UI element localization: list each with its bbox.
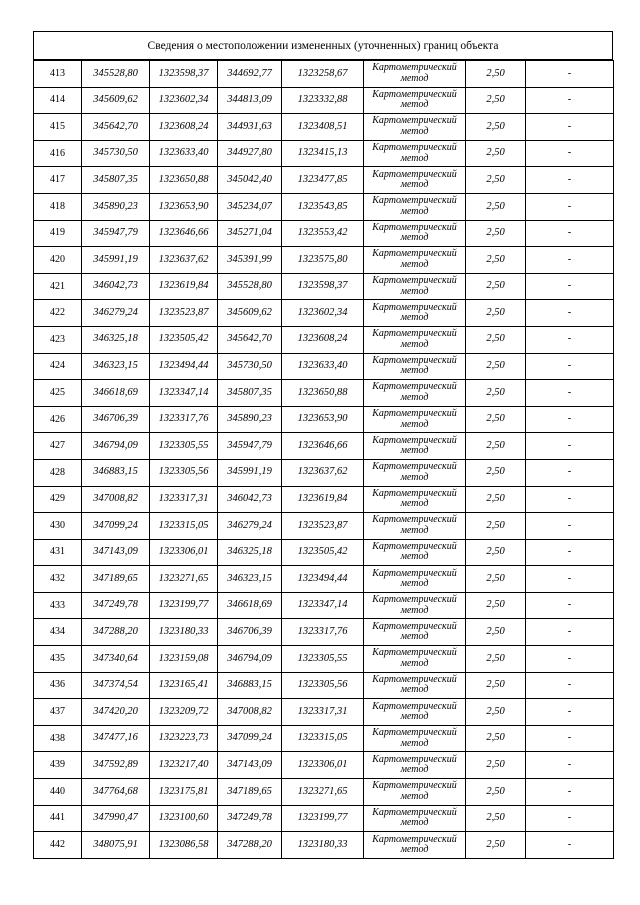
accuracy-cell: 2,50 (466, 167, 526, 194)
accuracy-cell: 2,50 (466, 592, 526, 619)
method-cell: Картометрический метод (364, 433, 466, 460)
accuracy-cell: 2,50 (466, 725, 526, 752)
refined-y-cell: 1323633,40 (282, 353, 364, 380)
refined-x-cell: 347143,09 (218, 752, 282, 779)
method-cell: Картометрический метод (364, 326, 466, 353)
existing-y-cell: 1323505,42 (150, 326, 218, 353)
note-cell: - (526, 459, 614, 486)
table-row (34, 433, 614, 460)
table-row (34, 140, 614, 167)
accuracy-cell: 2,50 (466, 326, 526, 353)
note-cell: - (526, 566, 614, 593)
existing-x-cell: 345730,50 (82, 140, 150, 167)
note-cell: - (526, 699, 614, 726)
existing-x-cell: 347008,82 (82, 486, 150, 513)
existing-x-cell: 346706,39 (82, 406, 150, 433)
refined-x-cell: 346323,15 (218, 566, 282, 593)
refined-x-cell: 344927,80 (218, 140, 282, 167)
note-cell: - (526, 114, 614, 141)
refined-x-cell: 346325,18 (218, 539, 282, 566)
existing-x-cell: 347249,78 (82, 592, 150, 619)
accuracy-cell: 2,50 (466, 380, 526, 407)
existing-x-cell: 347420,20 (82, 699, 150, 726)
accuracy-cell: 2,50 (466, 459, 526, 486)
accuracy-cell: 2,50 (466, 353, 526, 380)
accuracy-cell: 2,50 (466, 779, 526, 806)
method-cell: Картометрический метод (364, 779, 466, 806)
method-cell: Картометрический метод (364, 273, 466, 300)
table-row (34, 273, 614, 300)
refined-x-cell: 346042,73 (218, 486, 282, 513)
method-cell: Картометрический метод (364, 406, 466, 433)
table-row (34, 513, 614, 540)
note-cell: - (526, 353, 614, 380)
method-cell: Картометрический метод (364, 539, 466, 566)
method-cell: Картометрический метод (364, 832, 466, 859)
existing-y-cell: 1323317,76 (150, 406, 218, 433)
existing-x-cell: 346794,09 (82, 433, 150, 460)
method-cell: Картометрический метод (364, 752, 466, 779)
refined-y-cell: 1323602,34 (282, 300, 364, 327)
coordinates-table (33, 60, 614, 859)
refined-x-cell: 345807,35 (218, 380, 282, 407)
existing-x-cell: 345890,23 (82, 193, 150, 220)
note-cell: - (526, 167, 614, 194)
existing-x-cell: 345528,80 (82, 61, 150, 88)
refined-y-cell: 1323408,51 (282, 114, 364, 141)
point-number-cell: 423 (34, 326, 82, 353)
refined-y-cell: 1323494,44 (282, 566, 364, 593)
accuracy-cell: 2,50 (466, 406, 526, 433)
table-row (34, 566, 614, 593)
existing-x-cell: 346323,15 (82, 353, 150, 380)
refined-y-cell: 1323305,56 (282, 672, 364, 699)
existing-x-cell: 347189,65 (82, 566, 150, 593)
table-row (34, 725, 614, 752)
method-cell: Картометрический метод (364, 87, 466, 114)
accuracy-cell: 2,50 (466, 566, 526, 593)
accuracy-cell: 2,50 (466, 646, 526, 673)
table-row (34, 486, 614, 513)
existing-y-cell: 1323217,40 (150, 752, 218, 779)
refined-x-cell: 345890,23 (218, 406, 282, 433)
table-row (34, 752, 614, 779)
existing-y-cell: 1323653,90 (150, 193, 218, 220)
existing-x-cell: 346618,69 (82, 380, 150, 407)
existing-y-cell: 1323271,65 (150, 566, 218, 593)
refined-y-cell: 1323575,80 (282, 247, 364, 274)
refined-y-cell: 1323347,14 (282, 592, 364, 619)
point-number-cell: 424 (34, 353, 82, 380)
existing-x-cell: 345807,35 (82, 167, 150, 194)
table-row (34, 87, 614, 114)
refined-x-cell: 344813,09 (218, 87, 282, 114)
point-number-cell: 430 (34, 513, 82, 540)
method-cell: Картометрический метод (364, 592, 466, 619)
existing-x-cell: 347990,47 (82, 805, 150, 832)
accuracy-cell: 2,50 (466, 247, 526, 274)
existing-y-cell: 1323180,33 (150, 619, 218, 646)
existing-x-cell: 347592,89 (82, 752, 150, 779)
existing-x-cell: 345642,70 (82, 114, 150, 141)
accuracy-cell: 2,50 (466, 433, 526, 460)
note-cell: - (526, 486, 614, 513)
existing-x-cell: 346325,18 (82, 326, 150, 353)
table-row (34, 672, 614, 699)
refined-x-cell: 345642,70 (218, 326, 282, 353)
refined-y-cell: 1323271,65 (282, 779, 364, 806)
existing-y-cell: 1323306,01 (150, 539, 218, 566)
point-number-cell: 422 (34, 300, 82, 327)
refined-x-cell: 345947,79 (218, 433, 282, 460)
refined-y-cell: 1323180,33 (282, 832, 364, 859)
accuracy-cell: 2,50 (466, 140, 526, 167)
accuracy-cell: 2,50 (466, 300, 526, 327)
existing-y-cell: 1323305,55 (150, 433, 218, 460)
accuracy-cell: 2,50 (466, 539, 526, 566)
point-number-cell: 418 (34, 193, 82, 220)
refined-x-cell: 345042,40 (218, 167, 282, 194)
existing-y-cell: 1323315,05 (150, 513, 218, 540)
existing-y-cell: 1323175,81 (150, 779, 218, 806)
method-cell: Картометрический метод (364, 220, 466, 247)
existing-y-cell: 1323317,31 (150, 486, 218, 513)
point-number-cell: 437 (34, 699, 82, 726)
method-cell: Картометрический метод (364, 646, 466, 673)
point-number-cell: 420 (34, 247, 82, 274)
accuracy-cell: 2,50 (466, 832, 526, 859)
refined-y-cell: 1323598,37 (282, 273, 364, 300)
existing-y-cell: 1323086,58 (150, 832, 218, 859)
table-row (34, 592, 614, 619)
point-number-cell: 442 (34, 832, 82, 859)
method-cell: Картометрический метод (364, 486, 466, 513)
existing-x-cell: 347477,16 (82, 725, 150, 752)
note-cell: - (526, 140, 614, 167)
note-cell: - (526, 406, 614, 433)
existing-x-cell: 346042,73 (82, 273, 150, 300)
note-cell: - (526, 805, 614, 832)
existing-x-cell: 345609,62 (82, 87, 150, 114)
table-row (34, 220, 614, 247)
note-cell: - (526, 433, 614, 460)
refined-x-cell: 347288,20 (218, 832, 282, 859)
note-cell: - (526, 646, 614, 673)
existing-y-cell: 1323633,40 (150, 140, 218, 167)
refined-y-cell: 1323553,42 (282, 220, 364, 247)
refined-x-cell: 345991,19 (218, 459, 282, 486)
accuracy-cell: 2,50 (466, 699, 526, 726)
refined-y-cell: 1323258,67 (282, 61, 364, 88)
method-cell: Картометрический метод (364, 805, 466, 832)
refined-y-cell: 1323646,66 (282, 433, 364, 460)
coordinates-sheet (33, 31, 613, 859)
table-row (34, 459, 614, 486)
refined-x-cell: 345271,04 (218, 220, 282, 247)
refined-x-cell: 344692,77 (218, 61, 282, 88)
refined-y-cell: 1323317,31 (282, 699, 364, 726)
table-row (34, 353, 614, 380)
note-cell: - (526, 220, 614, 247)
table-row (34, 832, 614, 859)
note-cell: - (526, 672, 614, 699)
existing-y-cell: 1323100,60 (150, 805, 218, 832)
accuracy-cell: 2,50 (466, 273, 526, 300)
point-number-cell: 439 (34, 752, 82, 779)
note-cell: - (526, 61, 614, 88)
table-row (34, 61, 614, 88)
refined-x-cell: 347249,78 (218, 805, 282, 832)
accuracy-cell: 2,50 (466, 513, 526, 540)
refined-y-cell: 1323619,84 (282, 486, 364, 513)
point-number-cell: 413 (34, 61, 82, 88)
method-cell: Картометрический метод (364, 193, 466, 220)
note-cell: - (526, 193, 614, 220)
refined-x-cell: 346279,24 (218, 513, 282, 540)
existing-x-cell: 345947,79 (82, 220, 150, 247)
refined-x-cell: 346618,69 (218, 592, 282, 619)
accuracy-cell: 2,50 (466, 61, 526, 88)
point-number-cell: 436 (34, 672, 82, 699)
existing-y-cell: 1323619,84 (150, 273, 218, 300)
point-number-cell: 416 (34, 140, 82, 167)
point-number-cell: 421 (34, 273, 82, 300)
point-number-cell: 428 (34, 459, 82, 486)
accuracy-cell: 2,50 (466, 486, 526, 513)
existing-x-cell: 347374,54 (82, 672, 150, 699)
table-row (34, 247, 614, 274)
existing-x-cell: 347764,68 (82, 779, 150, 806)
method-cell: Картометрический метод (364, 699, 466, 726)
method-cell: Картометрический метод (364, 566, 466, 593)
point-number-cell: 438 (34, 725, 82, 752)
accuracy-cell: 2,50 (466, 619, 526, 646)
point-number-cell: 425 (34, 380, 82, 407)
point-number-cell: 427 (34, 433, 82, 460)
refined-y-cell: 1323608,24 (282, 326, 364, 353)
refined-y-cell: 1323653,90 (282, 406, 364, 433)
note-cell: - (526, 725, 614, 752)
existing-y-cell: 1323650,88 (150, 167, 218, 194)
existing-x-cell: 346279,24 (82, 300, 150, 327)
point-number-cell: 417 (34, 167, 82, 194)
accuracy-cell: 2,50 (466, 114, 526, 141)
note-cell: - (526, 779, 614, 806)
refined-x-cell: 346706,39 (218, 619, 282, 646)
refined-y-cell: 1323543,85 (282, 193, 364, 220)
refined-y-cell: 1323305,55 (282, 646, 364, 673)
accuracy-cell: 2,50 (466, 752, 526, 779)
method-cell: Картометрический метод (364, 167, 466, 194)
refined-x-cell: 345234,07 (218, 193, 282, 220)
existing-x-cell: 347340,64 (82, 646, 150, 673)
existing-y-cell: 1323159,08 (150, 646, 218, 673)
table-row (34, 539, 614, 566)
refined-x-cell: 347008,82 (218, 699, 282, 726)
existing-y-cell: 1323494,44 (150, 353, 218, 380)
existing-y-cell: 1323608,24 (150, 114, 218, 141)
accuracy-cell: 2,50 (466, 805, 526, 832)
accuracy-cell: 2,50 (466, 193, 526, 220)
refined-y-cell: 1323477,85 (282, 167, 364, 194)
existing-y-cell: 1323165,41 (150, 672, 218, 699)
method-cell: Картометрический метод (364, 300, 466, 327)
table-row (34, 779, 614, 806)
table-row (34, 699, 614, 726)
point-number-cell: 435 (34, 646, 82, 673)
existing-x-cell: 347143,09 (82, 539, 150, 566)
table-row (34, 300, 614, 327)
note-cell: - (526, 539, 614, 566)
point-number-cell: 433 (34, 592, 82, 619)
method-cell: Картометрический метод (364, 672, 466, 699)
existing-x-cell: 347288,20 (82, 619, 150, 646)
accuracy-cell: 2,50 (466, 87, 526, 114)
point-number-cell: 426 (34, 406, 82, 433)
point-number-cell: 434 (34, 619, 82, 646)
refined-y-cell: 1323315,05 (282, 725, 364, 752)
table-row (34, 114, 614, 141)
refined-x-cell: 345391,99 (218, 247, 282, 274)
existing-y-cell: 1323598,37 (150, 61, 218, 88)
table-row (34, 619, 614, 646)
table-row (34, 326, 614, 353)
existing-y-cell: 1323199,77 (150, 592, 218, 619)
refined-y-cell: 1323523,87 (282, 513, 364, 540)
refined-y-cell: 1323505,42 (282, 539, 364, 566)
existing-x-cell: 345991,19 (82, 247, 150, 274)
existing-y-cell: 1323602,34 (150, 87, 218, 114)
note-cell: - (526, 513, 614, 540)
refined-y-cell: 1323650,88 (282, 380, 364, 407)
method-cell: Картометрический метод (364, 247, 466, 274)
note-cell: - (526, 273, 614, 300)
point-number-cell: 440 (34, 779, 82, 806)
table-row (34, 646, 614, 673)
refined-y-cell: 1323332,88 (282, 87, 364, 114)
method-cell: Картометрический метод (364, 353, 466, 380)
existing-y-cell: 1323347,14 (150, 380, 218, 407)
refined-x-cell: 347189,65 (218, 779, 282, 806)
note-cell: - (526, 592, 614, 619)
table-row (34, 193, 614, 220)
table-row (34, 380, 614, 407)
method-cell: Картометрический метод (364, 61, 466, 88)
method-cell: Картометрический метод (364, 114, 466, 141)
refined-y-cell: 1323306,01 (282, 752, 364, 779)
method-cell: Картометрический метод (364, 459, 466, 486)
existing-x-cell: 347099,24 (82, 513, 150, 540)
note-cell: - (526, 832, 614, 859)
note-cell: - (526, 300, 614, 327)
point-number-cell: 431 (34, 539, 82, 566)
refined-x-cell: 345528,80 (218, 273, 282, 300)
point-number-cell: 429 (34, 486, 82, 513)
existing-y-cell: 1323223,73 (150, 725, 218, 752)
refined-x-cell: 345730,50 (218, 353, 282, 380)
existing-x-cell: 346883,15 (82, 459, 150, 486)
refined-x-cell: 345609,62 (218, 300, 282, 327)
note-cell: - (526, 619, 614, 646)
table-row (34, 406, 614, 433)
accuracy-cell: 2,50 (466, 672, 526, 699)
method-cell: Картометрический метод (364, 619, 466, 646)
note-cell: - (526, 752, 614, 779)
note-cell: - (526, 87, 614, 114)
table-row (34, 167, 614, 194)
note-cell: - (526, 326, 614, 353)
refined-x-cell: 344931,63 (218, 114, 282, 141)
refined-y-cell: 1323317,76 (282, 619, 364, 646)
table-row (34, 805, 614, 832)
refined-y-cell: 1323199,77 (282, 805, 364, 832)
point-number-cell: 415 (34, 114, 82, 141)
method-cell: Картометрический метод (364, 380, 466, 407)
refined-x-cell: 347099,24 (218, 725, 282, 752)
note-cell: - (526, 247, 614, 274)
existing-y-cell: 1323305,56 (150, 459, 218, 486)
existing-x-cell: 348075,91 (82, 832, 150, 859)
accuracy-cell: 2,50 (466, 220, 526, 247)
method-cell: Картометрический метод (364, 513, 466, 540)
existing-y-cell: 1323646,66 (150, 220, 218, 247)
refined-y-cell: 1323415,13 (282, 140, 364, 167)
table-body (34, 61, 614, 859)
method-cell: Картометрический метод (364, 725, 466, 752)
note-cell: - (526, 380, 614, 407)
refined-x-cell: 346794,09 (218, 646, 282, 673)
point-number-cell: 414 (34, 87, 82, 114)
point-number-cell: 432 (34, 566, 82, 593)
method-cell: Картометрический метод (364, 140, 466, 167)
section-title: Сведения о местоположении измененных (уточненных) границ объекта (33, 31, 613, 60)
existing-y-cell: 1323523,87 (150, 300, 218, 327)
existing-y-cell: 1323637,62 (150, 247, 218, 274)
point-number-cell: 419 (34, 220, 82, 247)
point-number-cell: 441 (34, 805, 82, 832)
refined-y-cell: 1323637,62 (282, 459, 364, 486)
existing-y-cell: 1323209,72 (150, 699, 218, 726)
refined-x-cell: 346883,15 (218, 672, 282, 699)
